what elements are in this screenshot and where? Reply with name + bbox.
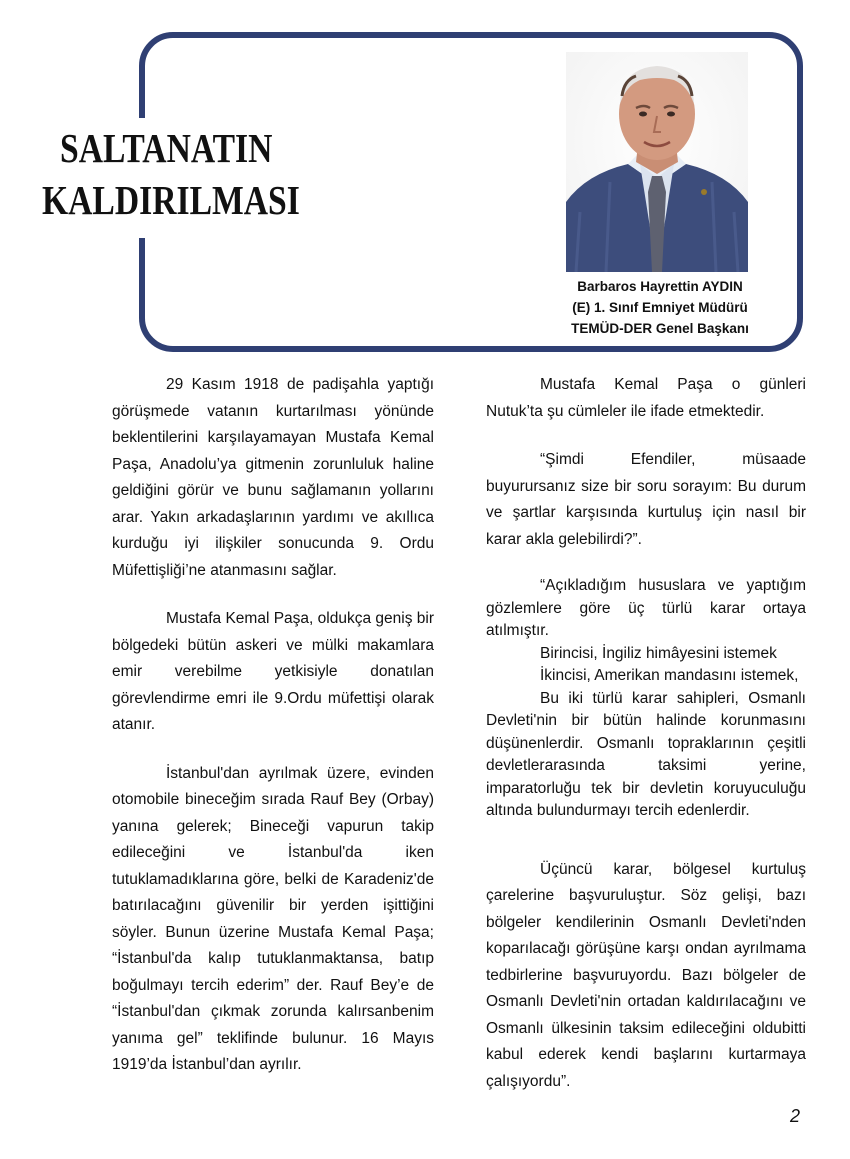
- author-position: TEMÜD-DER Genel Başkanı: [571, 321, 749, 336]
- paragraph: Üçüncü karar, bölgesel kurtuluş çarelerine başvuruluştur. Söz gelişi, bazı bölgeler kendilerinin Osmanlı Devleti'nden koparılacağı görüşüne karşı ondan ayrılmama tedbirlerine başvuruyordu. Bazı bölgeler de Osmanlı Devleti'nin ortadan kaldırılacağını ve Osmanlı ülkesinin taksim edileceğini oldubitti kabul ederek kendi başlarını kurtarmaya çalışıyordu”.: [486, 860, 806, 1090]
- paragraph: Mustafa Kemal Paşa o günleri Nutuk’ta şu cümleler ile ifade etmektedir.: [486, 376, 806, 420]
- paragraph: Birincisi, İngiliz himâyesini istemek: [540, 644, 777, 662]
- paragraph: 29 Kasım 1918 de padişahla yaptığı görüşmede vatanın kurtarılması yönünde beklentilerini karşılayamayan Mustafa Kemal Paşa, Anadolu’ya gitmenin zorunluluk haline geldiğini görür ve bunu sağlamanın yollarını arar. Yakın arkadaşlarının yardımı ve akıllıca kurduğu iyi ilişkiler sonucunda 9. Ordu Müfettişliği’ne atanmasını sağlar.: [112, 376, 434, 579]
- article-title: [42, 122, 300, 226]
- left-column: [112, 372, 434, 1079]
- paragraph: “Açıkladığım hususlara ve yaptığım gözlemlere göre üç türlü karar ortaya atılmıştır.: [486, 577, 806, 639]
- paragraph: “Şimdi Efendiler, müsaade buyurursanız size bir soru sorayım: Bu durum ve şartlar karşısında kurtuluş için nasıl bir karar akla gelebilirdi?”.: [486, 451, 806, 548]
- title-line-2: KALDIRILMASI: [42, 177, 300, 223]
- paragraph: Mustafa Kemal Paşa, oldukça geniş bir bölgedeki bütün askeri ve mülki makamlara emir verebilme yetkisiyle donatılan görevlendirme emri ile 9.Ordu müfettişi olarak atanır.: [112, 610, 434, 733]
- author-name: Barbaros Hayrettin AYDIN: [577, 279, 743, 294]
- right-column: [486, 372, 806, 1095]
- title-line-1: SALTANATIN: [60, 125, 273, 171]
- paragraph: İstanbul'dan ayrılmak üzere, evinden otomobile bineceğim sırada Rauf Bey (Orbay) yanına gelerek; Bineceği vapurun takip edileceğini ve İstanbul'da iken tutuklamadıklarına göre, belki de Karadeniz'de batırılacağını güvenilir bir yerden işittiğini söyler. Bunun üzerine Mustafa Kemal Paşa; “İstanbul'da kalıp tutuklanmaktansa, batıp boğulmayı tercih ederim” der. Rauf Bey’e de “İstanbul'dan çıkmak zorunda kalırsanbenim yanıma gel” teklifinde bulunur. 16 Mayıs 1919’da İstanbul’dan ayrılır.: [112, 764, 434, 1073]
- paragraph: İkincisi, Amerikan mandasını istemek,: [540, 667, 799, 684]
- paragraph: Bu iki türlü karar sahipleri, Osmanlı Devleti'nin bir bütün halinde korunmasını düşünenlerdir. Osmanlı topraklarının çeşitli devletlerarasında taksimi yerine, imparatorluğu tek bir devletin koruyuculuğu altında bulundurmayı tercih edenlerdir.: [486, 689, 806, 819]
- author-caption: [545, 276, 775, 339]
- author-photo: [566, 52, 748, 272]
- author-rank: (E) 1. Sınıf Emniyet Müdürü: [572, 300, 748, 315]
- page-number: 2: [790, 1106, 801, 1126]
